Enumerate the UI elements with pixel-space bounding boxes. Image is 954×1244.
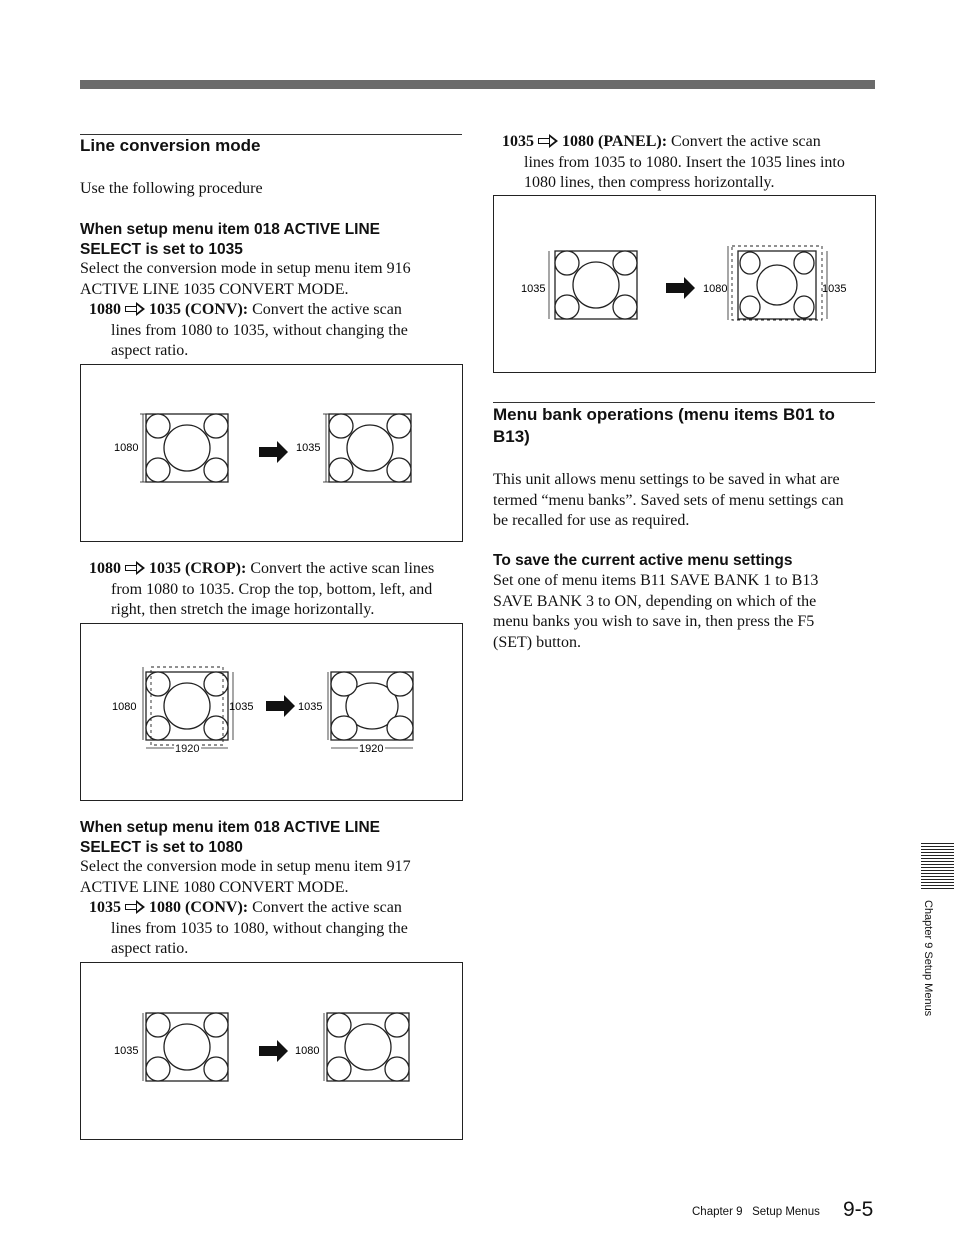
svg-text:1035: 1035 (822, 283, 847, 295)
hollow-arrow-icon (125, 562, 145, 574)
conv-1080-1035-item: 1080 1035 (CONV): Convert the active scan lines from 1080 to 1035, without changing the aspect ratio. (89, 301, 408, 359)
crop-1080-1035-item: 1080 1035 (CROP): Convert the active scan lines from 1080 to 1035. Crop the top, bottom, left, and right, then stretch the image horizontally. (89, 560, 435, 618)
svg-text:1080: 1080 (703, 283, 728, 295)
hollow-arrow-icon (125, 303, 145, 315)
label-1080: 1080 (114, 442, 139, 454)
intro-text: Use the following procedure (80, 180, 263, 197)
label-1035: 1035 (296, 442, 321, 454)
header-rule (80, 80, 875, 89)
hollow-arrow-icon (538, 135, 558, 147)
diagram (81, 624, 462, 800)
subheading-1080: When setup menu item 018 ACTIVE LINE SELECT is set to 1080 (80, 819, 381, 856)
hollow-arrow-icon (125, 901, 145, 913)
picture-frame-right (329, 414, 411, 482)
section-title: Line conversion mode (80, 136, 261, 155)
svg-text:1920: 1920 (175, 743, 200, 755)
chapter-tab-marks (921, 843, 954, 889)
side-chapter-label: Chapter 9 Setup Menus (922, 900, 934, 1017)
arrow-icon (259, 441, 288, 463)
footer-chapter: Chapter 9 Setup Menus (692, 1206, 820, 1218)
menu-bank-paragraph: This unit allows menu settings to be saved in what are termed “menu banks”. Saved sets of menu settings can be recalled for use as required. (493, 471, 844, 529)
svg-text:1035: 1035 (298, 701, 323, 713)
paragraph-916: Select the conversion mode in setup menu item 916 ACTIVE LINE 1035 CONVERT MODE. (80, 260, 411, 298)
picture-frame-left (146, 414, 228, 482)
save-paragraph: Set one of menu items B11 SAVE BANK 1 to B13 SAVE BANK 3 to ON, depending on which of the menu banks you wish to save in, then press the F5 (SET) button. (493, 572, 819, 651)
section-rule (493, 402, 875, 403)
conv-1035-1080-item: 1035 1080 (CONV): Convert the active scan lines from 1035 to 1080, without changing the aspect ratio. (89, 899, 408, 957)
svg-text:1035: 1035 (229, 701, 254, 713)
section-title-menu-bank: Menu bank operations (menu items B01 to B13) (493, 405, 835, 446)
figure-conv-1035-1080 (80, 962, 463, 1140)
diagram (81, 365, 462, 541)
svg-text:1920: 1920 (359, 743, 384, 755)
svg-text:1080: 1080 (295, 1045, 320, 1057)
svg-text:1035: 1035 (114, 1045, 139, 1057)
panel-1035-1080-item: 1035 1080 (PANEL): Convert the active scan lines from 1035 to 1080. Insert the 1035 lines into 1080 lines, then compress horizontally. (502, 133, 845, 191)
subheading-1035: When setup menu item 018 ACTIVE LINE SELECT is set to 1035 (80, 221, 381, 258)
subheading-save: To save the current active menu settings (493, 552, 793, 569)
figure-panel-1035-1080 (493, 195, 876, 373)
figure-crop-1080-1035 (80, 623, 463, 801)
svg-text:1035: 1035 (521, 283, 546, 295)
page-number: 9-5 (843, 1198, 874, 1221)
figure-conv-1080-1035 (80, 364, 463, 542)
svg-text:1080: 1080 (112, 701, 137, 713)
paragraph-917: Select the conversion mode in setup menu item 917 ACTIVE LINE 1080 CONVERT MODE. (80, 858, 411, 896)
